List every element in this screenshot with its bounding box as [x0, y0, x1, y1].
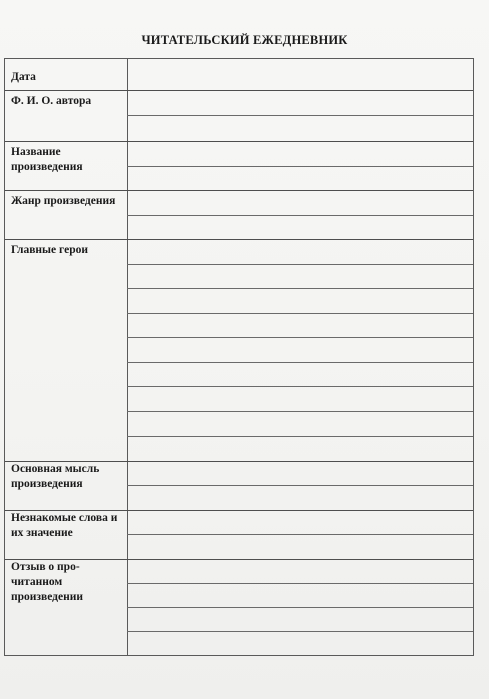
- row-divider: [5, 190, 473, 191]
- write-line: [127, 607, 473, 608]
- label-date: Дата: [11, 71, 36, 83]
- write-line: [127, 115, 473, 116]
- label-main-idea: Основная мысль произведения: [11, 463, 100, 490]
- write-line: [127, 362, 473, 363]
- row-divider: [5, 90, 473, 91]
- write-line: [127, 215, 473, 216]
- label-main-characters: Главные герои: [11, 244, 88, 256]
- write-line: [127, 313, 473, 314]
- diary-form-table: [4, 58, 474, 656]
- page-title: ЧИТАТЕЛЬСКИЙ ЕЖЕДНЕВНИК: [141, 33, 348, 47]
- column-divider: [127, 59, 128, 655]
- label-author: Ф. И. О. автора: [11, 95, 92, 107]
- write-line: [127, 631, 473, 632]
- write-line: [127, 288, 473, 289]
- write-line: [127, 166, 473, 167]
- label-work-title: Название произведения: [11, 146, 83, 173]
- label-genre: Жанр произведения: [11, 195, 116, 207]
- write-line: [127, 485, 473, 486]
- label-unknown-words: Незнакомые слова и их значение: [11, 512, 118, 539]
- row-divider: [5, 141, 473, 142]
- write-line: [127, 337, 473, 338]
- write-line: [127, 583, 473, 584]
- write-line: [127, 264, 473, 265]
- row-divider: [5, 239, 473, 240]
- write-line: [127, 386, 473, 387]
- write-line: [127, 411, 473, 412]
- label-review: Отзыв о про-читанном произведении: [11, 561, 83, 603]
- write-line: [127, 436, 473, 437]
- write-line: [127, 534, 473, 535]
